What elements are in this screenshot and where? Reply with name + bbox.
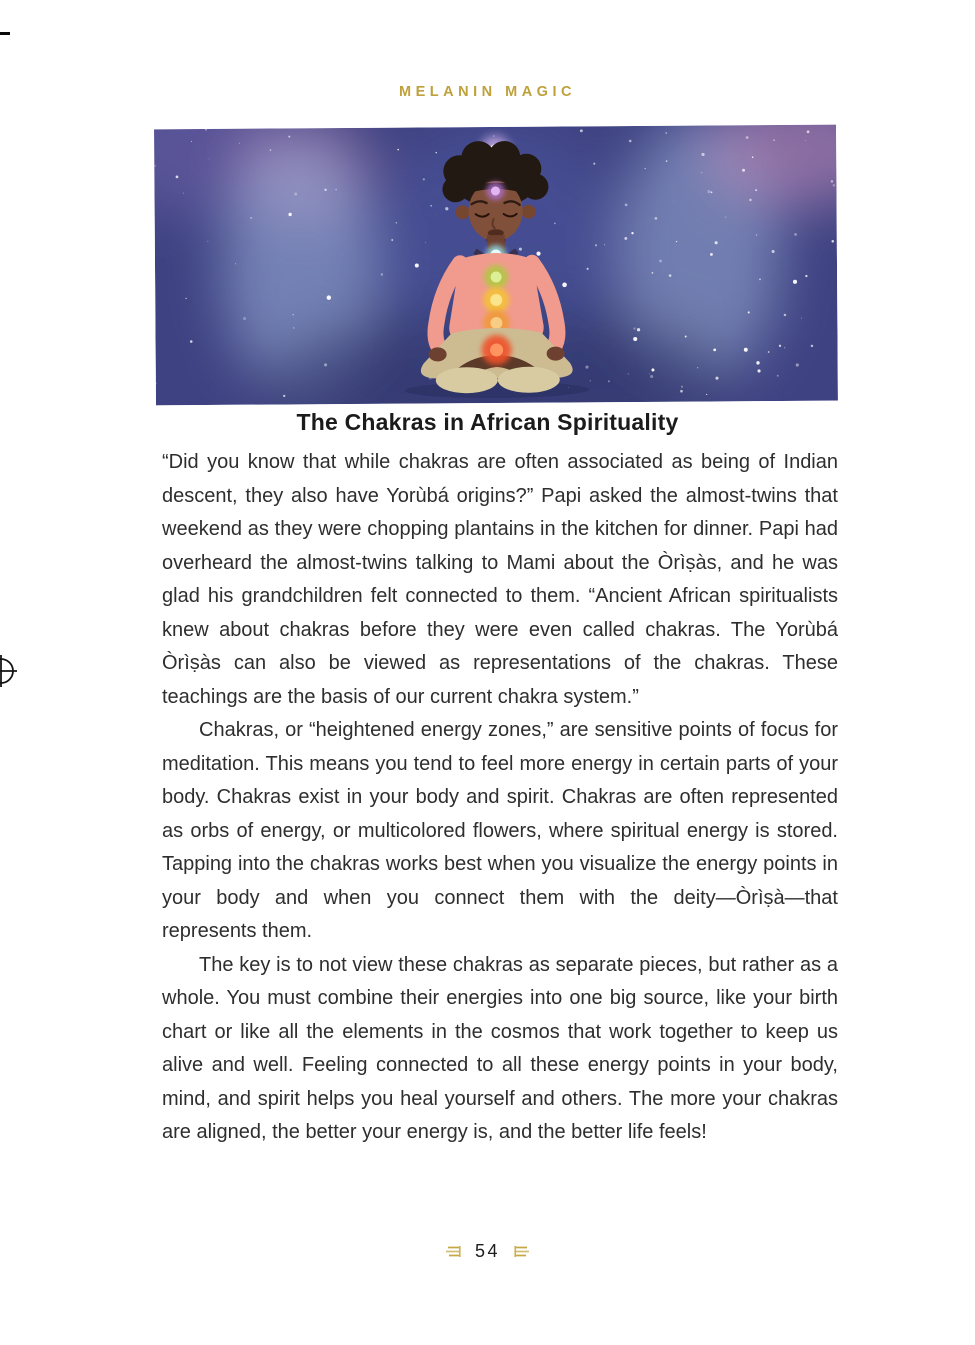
page-number: 54 (474, 1241, 501, 1261)
body-text (162, 446, 838, 1150)
paragraph-1: “Did you know that while chakras are often associated as being of Indian descent, they also have Yorùbá origins?” Papi asked the almost-twins that weekend as they were chopping plantains in the kitchen for dinner. Papi had overheard the almost-twins talking to Mami about the Òrìṣàs, and he was glad his grandchildren felt connected to them. “Ancient African spiritualists knew about chakras before they were even called chakras. The Yorùbá Òrìṣàs can also be viewed as representations of the chakras. These teachings are the basis of our current chakra system.” (162, 451, 838, 708)
page-footer (0, 1241, 975, 1262)
paragraph-2: Chakras, or “heightened energy zones,” are sensitive points of focus for meditation. This means you tend to feel more energy in certain parts of your body. Chakras exist in your body and spirit. Chakras are often represented as orbs of energy, or multicolored flowers, where spiritual energy is stored. Tapping into the chakras works best when you visualize the energy points in your body and when you connect them with the deity—Òrìṣà—that represents them. (162, 719, 838, 942)
running-header: MELANIN MAGIC (399, 84, 576, 100)
footer-ornament-right-icon (513, 1245, 530, 1258)
paragraph-3: The key is to not view these chakras as separate pieces, but rather as a whole. You must combine their energies into one big source, like your birth chart or like all the elements in the cosmos that work together to keep us alive and well. Feeling connected to all these energy points in your body, mind, and spirit helps you heal yourself and others. The more your chakras are aligned, the better your energy is, and the better life feels! (162, 953, 838, 1143)
chakra-meditation-illustration (154, 125, 838, 406)
registration-mark-icon (0, 654, 17, 688)
section-title: The Chakras in African Spirituality (296, 409, 679, 435)
meditating-child-artwork (154, 125, 838, 406)
footer-ornament-left-icon (445, 1245, 462, 1258)
page-edge-mark (0, 32, 10, 35)
